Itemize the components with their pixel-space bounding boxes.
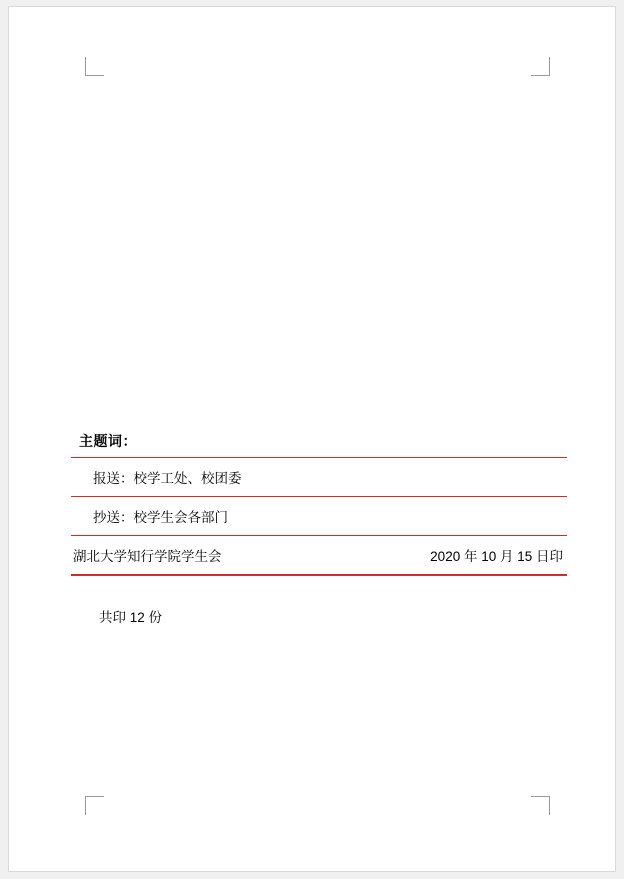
- crop-mark-top-left: [85, 57, 104, 76]
- issuer-name: 湖北大学知行学院学生会: [73, 549, 222, 564]
- print-count: 共印 12 份: [99, 610, 163, 625]
- distribution-row-copy: 抄送：校学生会各部门: [93, 510, 228, 525]
- issue-date: 2020 年 10 月 15 日印: [430, 549, 563, 564]
- crop-mark-top-right: [531, 57, 550, 76]
- crop-mark-bottom-left: [85, 796, 104, 815]
- crop-mark-bottom-right: [531, 796, 550, 815]
- subject-keywords-heading: 主题词：: [79, 433, 137, 449]
- issuer-row: [71, 536, 567, 574]
- document-page: [8, 6, 616, 872]
- distribution-row-primary: 报送：校学工处、校团委: [93, 471, 242, 486]
- document-footer-block: [71, 431, 567, 626]
